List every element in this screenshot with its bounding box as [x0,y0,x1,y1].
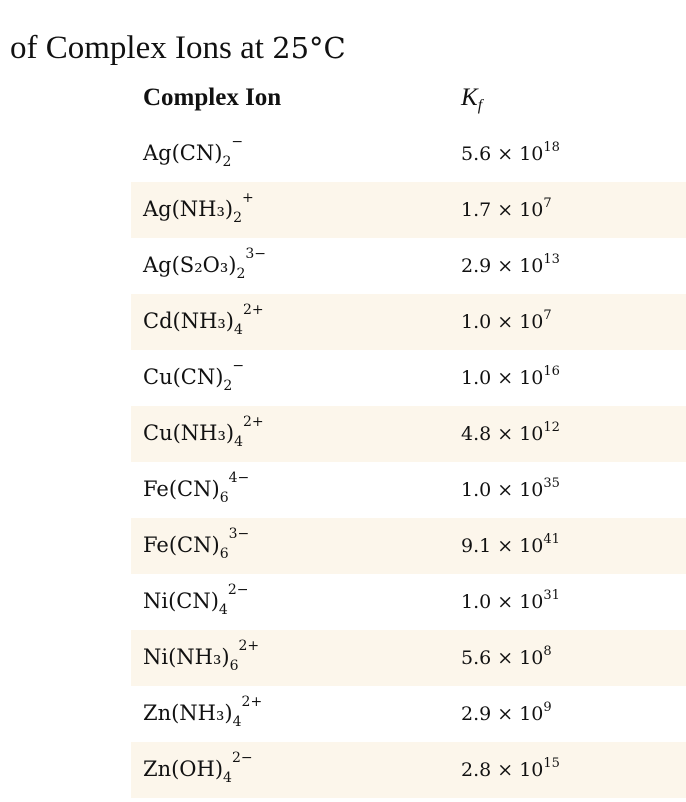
complex-ion-cell [143,582,249,618]
table-row [131,462,686,518]
ion-formula: Cu(NH₃) [143,421,235,445]
page-title [10,26,346,70]
kf-cell [461,643,552,673]
kf-cell [461,699,552,729]
kf-exponent: 15 [543,756,560,771]
table-row [131,294,686,350]
header-complex-ion: Complex Ion [143,84,282,111]
kf-exponent: 16 [543,364,560,379]
ion-subscript: 4 [232,714,242,730]
table-row [131,518,686,574]
kf-cell [461,419,560,449]
kf-cell [461,139,560,169]
header-kf-symbol: K [461,84,478,111]
complex-ion-cell [143,414,264,450]
kf-mantissa: 1.7 × 10 [461,199,544,221]
ion-charge: 2− [231,750,253,766]
ion-subscript: 4 [234,322,243,338]
ion-subscript: 2 [222,154,232,170]
ion-subscript: 6 [219,490,229,506]
table-row [131,350,686,406]
ion-formula: Ni(NH₃) [143,645,230,669]
complex-ion-cell [143,470,250,506]
table-row [131,742,686,798]
kf-mantissa: 9.1 × 10 [461,535,544,557]
ion-subscript: 4 [218,602,228,618]
table-header [131,70,686,126]
ion-subscript: 2 [223,378,233,394]
kf-mantissa: 1.0 × 10 [461,591,544,613]
table-row [131,574,686,630]
kf-cell [461,195,552,225]
kf-exponent: 7 [543,308,552,323]
ion-formula: Zn(OH) [143,757,224,781]
kf-exponent: 12 [543,420,560,435]
header-kf [461,81,482,115]
table-row [131,406,686,462]
kf-mantissa: 2.9 × 10 [461,703,544,725]
kf-exponent: 35 [543,476,560,491]
ion-formula: Fe(CN) [143,477,220,501]
complex-ion-cell [143,526,250,562]
ion-subscript: 6 [219,546,229,562]
kf-exponent: 8 [543,644,552,659]
complex-ion-cell [143,638,260,674]
ion-subscript: 4 [234,434,244,450]
kf-exponent: 31 [543,588,560,603]
table-row [131,238,686,294]
kf-mantissa: 1.0 × 10 [461,367,544,389]
ion-charge: 2+ [241,694,263,710]
kf-mantissa: 1.0 × 10 [461,479,544,501]
title-text: of Complex Ions at [10,30,264,66]
ion-subscript: 2 [236,266,246,282]
kf-cell [461,475,560,505]
ion-formula: Cu(CN) [143,365,224,389]
ion-charge: − [231,134,244,150]
ion-subscript: 2 [233,210,243,226]
kf-exponent: 7 [543,196,552,211]
formation-constants-table [131,70,686,798]
ion-charge: 2+ [242,302,264,318]
kf-exponent: 13 [543,252,560,267]
ion-charge: 2+ [243,414,264,430]
ion-formula: Ag(S₂O₃) [143,253,237,277]
ion-subscript: 4 [223,770,232,786]
kf-cell [461,307,552,337]
kf-mantissa: 5.6 × 10 [461,143,544,165]
header-kf-subscript: f [477,97,483,114]
ion-charge: 4− [228,470,250,486]
ion-formula: Ag(NH₃) [143,197,234,221]
complex-ion-cell [143,302,264,338]
table-row [131,182,686,238]
ion-charge: 3− [245,246,266,262]
table-row [131,630,686,686]
kf-exponent: 9 [543,700,552,715]
kf-cell [461,755,560,785]
complex-ion-cell [143,750,253,786]
ion-formula: Ni(CN) [143,589,219,613]
table-row [131,126,686,182]
kf-cell [461,531,560,561]
complex-ion-cell [143,358,245,394]
ion-formula: Zn(NH₃) [143,701,233,725]
title-temperature: 25°C [272,31,346,65]
ion-charge: 2− [227,582,249,598]
ion-formula: Fe(CN) [143,533,220,557]
ion-charge: − [232,358,245,374]
kf-exponent: 41 [543,532,560,547]
complex-ion-cell [143,694,263,730]
kf-cell [461,251,560,281]
complex-ion-cell [143,190,254,226]
ion-formula: Ag(CN) [143,141,223,165]
complex-ion-cell [143,246,266,282]
kf-mantissa: 2.9 × 10 [461,255,544,277]
table-row [131,686,686,742]
ion-subscript: 6 [229,658,239,674]
kf-mantissa: 1.0 × 10 [461,311,544,333]
ion-charge: + [242,190,254,206]
kf-mantissa: 5.6 × 10 [461,647,544,669]
kf-cell [461,587,560,617]
complex-ion-cell [143,134,244,170]
kf-cell [461,363,560,393]
ion-charge: 2+ [238,638,260,654]
kf-exponent: 18 [543,140,560,155]
kf-mantissa: 4.8 × 10 [461,423,544,445]
kf-mantissa: 2.8 × 10 [461,759,544,781]
ion-formula: Cd(NH₃) [143,309,235,333]
ion-charge: 3− [228,526,250,542]
